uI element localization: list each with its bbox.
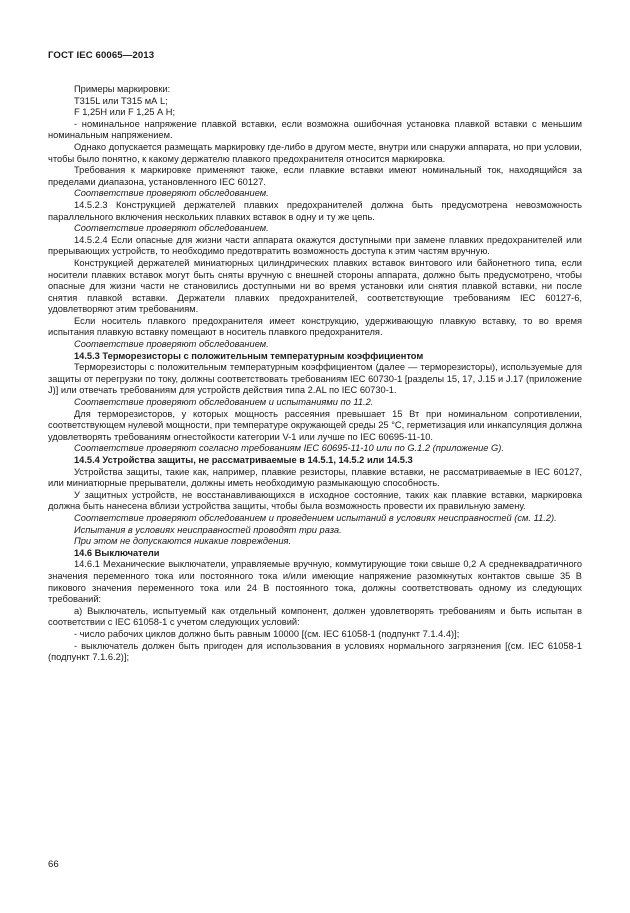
paragraph: F 1,25H или F 1,25 А Н; xyxy=(74,107,176,118)
paragraph: Конструкцией держателей миниатюрных цилиндрических плавких вставок винтового или байонетного типа, если носители плавких вставок могут быть сняты вручную с внешней стороны аппарата, должно быть предусмотрено, чтобы опасные для жизни части не становились доступными ни во время установки или снятия плавкой вставки, ни после снятия плавкой вставки. Держатели плавких предохранителей, соответствующие требованиям IEC 60127-6, удовлетворяют этим требованиям. xyxy=(48,257,582,315)
compliance-note: Соответствие проверяют обследованием. xyxy=(74,223,269,234)
document-body xyxy=(48,84,582,664)
paragraph: 14.5.2.4 Если опасные для жизни части аппарата окажутся доступными при замене плавких предохранителей или прерывающих устройств, то необходимо предотвратить возможность доступа к этим частям вручную. xyxy=(48,234,582,257)
paragraph: Примеры маркировки: xyxy=(74,84,171,94)
section-heading: 14.5.4 Устройства защиты, не рассматриваемые в 14.5.1, 14.5.2 или 14.5.3 xyxy=(74,455,413,465)
paragraph: Однако допускается размещать маркировку где-либо в другом месте, внутри или снаружи аппарата, но при условии, чтобы было понятно, к какому держателю плавкого предохранителя относится маркировка. xyxy=(48,141,582,164)
paragraph: 14.6.1 Механические выключатели, управляемые вручную, коммутирующие токи свыше 0,2 А среднеквадратичного значения переменного тока или постоянного тока и/или имеющие напряжение разомкнутых контактов свыше 35 В пикового значения переменного тока или 24 В постоянного тока, должны соответствовать одному из следующих требований: xyxy=(48,559,582,605)
paragraph: Терморезисторы с положительным температурным коэффициентом (далее — терморезисторы), используемые для защиты от перегрузки по току, должны соответствовать требованиям IEC 60730-1 [разделы 15, 17, J.15 и J.17 (приложение J)] или отвечать требованиям для устройств действия типа 2.AL по IEC 60730-1. xyxy=(48,362,582,396)
paragraph: У защитных устройств, не восстанавливающихся в исходное состояние, таких как плавкие вставки, маркировка должна быть нанесена вблизи устройства защиты, чтобы была возможность провести их правильную замену. xyxy=(48,489,582,512)
paragraph: Требования к маркировке применяют также, если плавкие вставки имеют номинальный ток, находящийся за пределами диапазона, установленного IEC 60127. xyxy=(48,165,582,187)
compliance-note: Соответствие проверяют обследованием и проведением испытаний в условиях неисправностей (см. 11.2). xyxy=(74,512,557,523)
paragraph: 14.5.2.3 Конструкцией держателей плавких предохранителей должна быть предусмотрена невозможность параллельного включения нескольких плавких вставок в одну и ту же цепь. xyxy=(48,199,582,222)
paragraph: Если носитель плавкого предохранителя имеет конструкцию, удерживающую плавкую вставку, то во время испытания плавкую вставку помещают в носитель плавкого предохранителя. xyxy=(48,315,582,338)
paragraph: Устройства защиты, такие как, например, плавкие резисторы, плавкие вставки, не рассматриваемые в IEC 60127, или миниатюрные прерыватели, должны иметь необходимую размыкающую способность. xyxy=(48,466,582,489)
paragraph: Т315L или Т315 мА L; xyxy=(74,95,168,106)
compliance-note: Соответствие проверяют обследованием и испытаниями по 11.2. xyxy=(74,397,374,408)
paragraph: - номинальное напряжение плавкой вставки, если возможна ошибочная установка плавкой вставки с меньшим номинальным напряжением. xyxy=(48,118,582,141)
paragraph: Для терморезисторов, у которых мощность рассеяния превышает 15 Вт при номинальном сопротивлении, соответствующем нулевой мощности, при температуре окружающей среды 25 °C, герметизация или инкапсуляция должна удовлетворять требованиям огнестойкости категории V-1 или лучше по IEC 60695-11-10. xyxy=(48,408,582,442)
compliance-note: Испытания в условиях неисправностей проводят три раза. xyxy=(74,524,342,535)
paragraph: а) Выключатель, испытуемый как отдельный компонент, должен удовлетворять требованиям и быть испытан в соответствии с IEC 61058-1 с учетом следующих условий: xyxy=(48,605,582,628)
compliance-note: Соответствие проверяют обследованием. xyxy=(74,339,269,350)
paragraph: - число рабочих циклов должно быть равным 10000 [(см. IEC 61058-1 (подпункт 7.1.4.4)]; xyxy=(74,628,460,639)
page-number: 66 xyxy=(48,859,59,870)
section-heading: 14.5.3 Терморезисторы с положительным температурным коэффициентом xyxy=(74,350,424,361)
page-header: ГОСТ IEC 60065—2013 xyxy=(48,50,155,61)
section-heading: 14.6 Выключатели xyxy=(74,547,160,558)
compliance-note: Соответствие проверяют согласно требованиям IEC 60695-11-10 или по G.1.2 (приложение G). xyxy=(74,443,504,454)
paragraph: - выключатель должен быть пригоден для использования в условиях нормального загрязнения [(см. IEC 61058-1 (подпункт 7.1.6.2)]; xyxy=(48,640,582,663)
compliance-note: При этом не допускаются никакие повреждения. xyxy=(74,536,292,547)
compliance-note: Соответствие проверяют обследованием. xyxy=(74,188,269,199)
